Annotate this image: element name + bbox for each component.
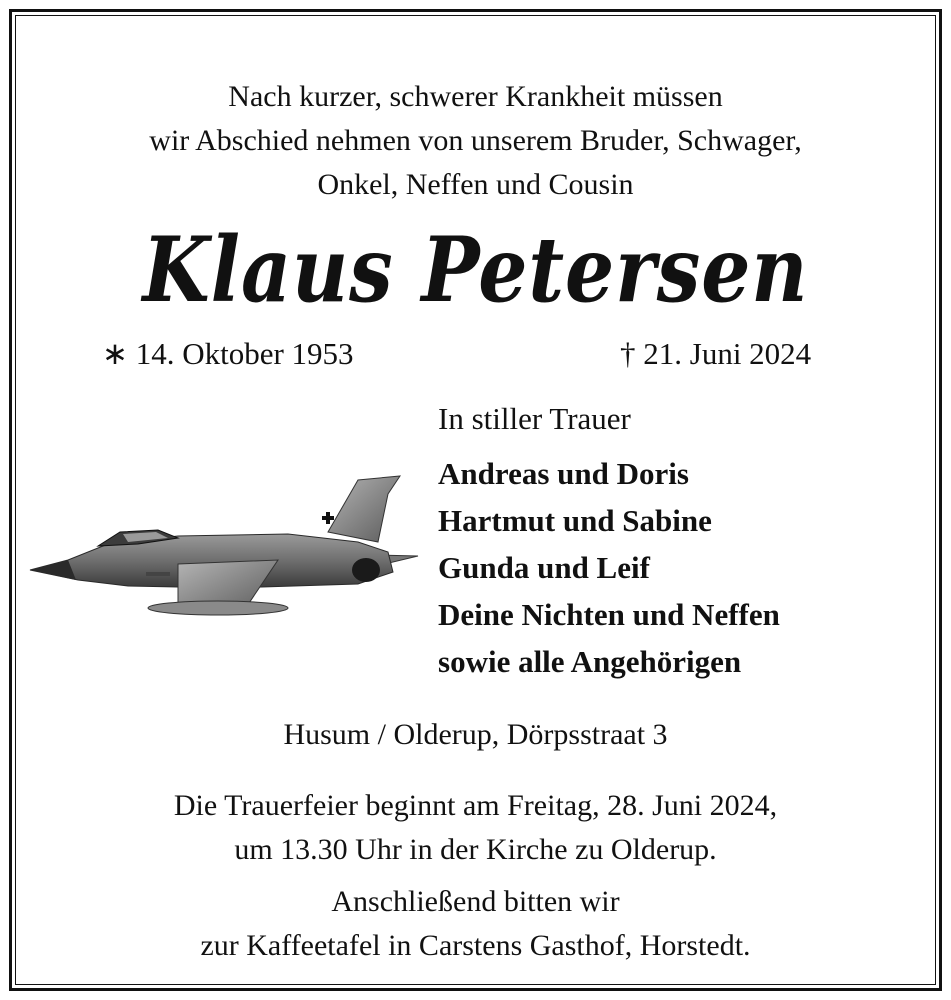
birth-date: ∗ 14. Oktober 1953 [102,336,354,371]
reception-line-1: Anschließend bitten wir [331,885,620,918]
address: Husum / Olderup, Dörpsstraat 3 [283,718,668,751]
intro-line-2: wir Abschied nehmen von unserem Bruder, Schwager, [149,124,802,157]
mourner-family: Hartmut und Sabine [438,503,712,538]
deceased-name: Klaus Petersen [142,217,809,323]
intro-text [0,75,951,207]
intro-line-3: Onkel, Neffen und Cousin [317,168,634,201]
mourner-family: Andreas und Doris [438,456,689,491]
death-date: † 21. Juni 2024 [620,336,812,371]
mourners-block [438,396,780,685]
reception-line-2: zur Kaffeetafel in Carstens Gasthof, Horstedt. [200,929,751,962]
funeral-service-text [0,784,951,872]
service-line-1: Die Trauerfeier beginnt am Freitag, 28. Juni 2024, [173,789,778,822]
mourner-family: Deine Nichten und Neffen [438,597,780,632]
intro-line-1: Nach kurzer, schwerer Krankheit müssen [228,80,723,113]
reception-text [0,880,951,968]
mourner-family: Gunda und Leif [438,550,650,585]
mourning-lead: In stiller Trauer [438,401,631,436]
service-line-2: um 13.30 Uhr in der Kirche zu Olderup. [234,833,717,866]
mourner-family: sowie alle Angehörigen [438,644,742,679]
fighter-jet-icon [28,472,428,622]
